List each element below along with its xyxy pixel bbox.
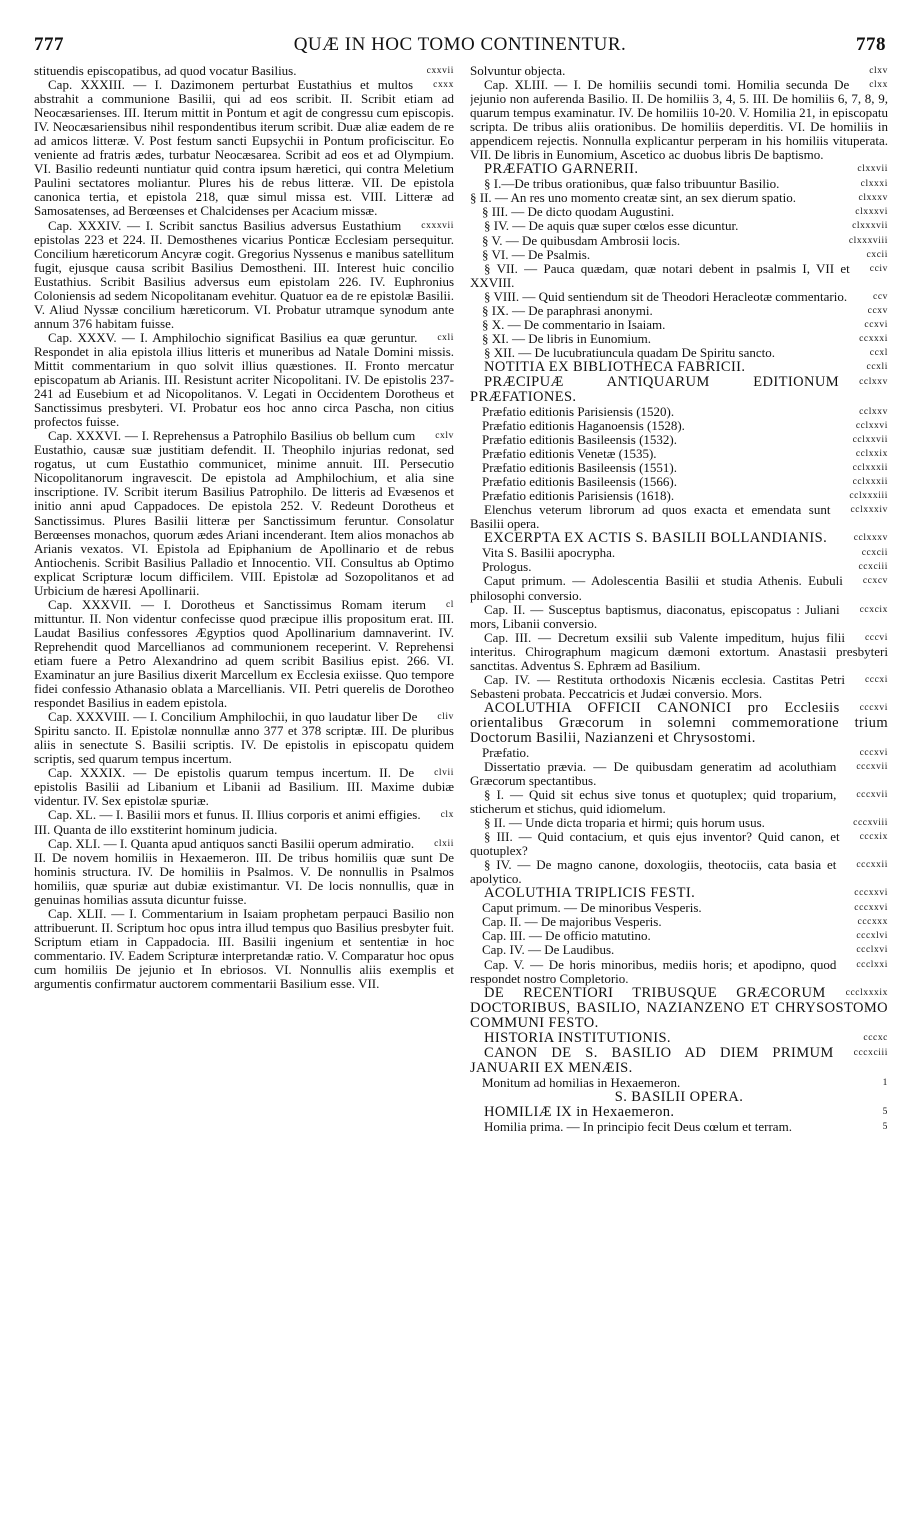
toc-paragraph	[470, 191, 888, 205]
toc-entry	[470, 419, 888, 433]
toc-entry	[470, 546, 888, 560]
folio-reference: cccxviii	[853, 818, 888, 829]
entry-text: NOTITIA EX BIBLIOTHECA FABRICII.	[484, 358, 746, 375]
toc-entry	[470, 489, 888, 503]
toc-paragraph	[34, 598, 454, 710]
section-heading	[470, 986, 888, 1031]
folio-reference: cccxix	[859, 832, 888, 843]
entry-text: § I. — Quid sit echus sive tonus et quotuplex; quid troparium, sticherum et stichus, quid idiomelum.	[470, 787, 837, 817]
section-heading	[470, 162, 888, 177]
entry-text: Cap. III. — De officio matutino.	[482, 928, 651, 944]
entry-text: § IV. — De magno canone, doxologiis, theotociis, cata basia et apolytico.	[470, 857, 837, 887]
page-header	[34, 34, 886, 56]
folio-reference: clxxxvii	[852, 221, 888, 232]
entry-text: Caput primum. — Adolescentia Basilii et studia Athenis. Eubuli philosophi conversio.	[470, 573, 843, 603]
folio-reference: cclxxxiii	[849, 491, 888, 502]
toc-entry	[470, 901, 888, 915]
entry-text: § XI. — De libris in Eunomium.	[482, 330, 651, 346]
folio-reference: clxxxvi	[855, 207, 888, 218]
toc-paragraph	[34, 78, 454, 218]
toc-paragraph	[470, 346, 888, 360]
entry-text: Præfatio editionis Basileensis (1551).	[482, 460, 677, 476]
entry-text: PRÆCIPUÆ ANTIQUARUM EDITIONUM PRÆFATIONES.	[470, 373, 840, 405]
toc-paragraph	[34, 219, 454, 331]
section-heading	[470, 1031, 888, 1046]
entry-text: Caput primum. — De minoribus Vesperis.	[482, 900, 702, 916]
entry-text: § V. — De quibusdam Ambrosii locis.	[482, 232, 681, 248]
entry-text: Cap. III. — Decretum exsilii sub Valente impeditum, hujus filii interitus. Chirographum magicum dæmoni extortum. Anastasii presbyteri sanctitas. Adventus S. Ephræm ad Basilium.	[470, 629, 888, 673]
folio-reference: ccxcv	[862, 576, 888, 587]
folio-reference: ccv	[873, 291, 888, 302]
entry-text: Præfatio editionis Parisiensis (1618).	[482, 488, 675, 504]
folio-reference: cccxc	[863, 1032, 888, 1043]
folio-reference: cccxxvi	[854, 888, 888, 899]
entry-text: Cap. XXXVIII. — I. Concilium Amphilochii, in quo laudatur liber De Spiritu sancto. II. Epistolæ nonnullæ anno 377 et 378 scriptæ. III. De pluribus aliis in senectute S. Basilii scriptis. IV. De epistolis in episcopatu quidem scriptis, sed quarum tempus incertum.	[34, 709, 454, 767]
toc-paragraph	[470, 760, 888, 788]
toc-entry	[470, 433, 888, 447]
entry-text: DE RECENTIORI TRIBUSQUE GRÆCORUM DOCTORIBUS, BASILIO, NAZIANZENO ET CHRYSOSTOMO COMMUNI FESTO.	[470, 984, 888, 1031]
toc-paragraph	[470, 858, 888, 886]
entry-text: § VI. — De Psalmis.	[482, 246, 591, 262]
folio-reference: ccclxvi	[856, 945, 888, 956]
folio-reference: clx	[440, 810, 454, 821]
entry-text: Cap. XLII. — I. Commentarium in Isaiam prophetam perpauci Basilio non attribuerunt. II. Scriptum hoc opus intra illud tempus quo Basilius presbyter fuit. Scriptum etiam in Cappadocia. III. Basilii ingenium et sententiæ in hoc commentario. IV. Eadem Scripturæ interpretandæ ratio. V. Comparatur hoc opus cum homiliis De jejunio et In ebriosos. VI. Nonnullis aliis exemplis et argumentis confirmatur auctorem commentarii Basilium esse. VII.	[34, 905, 454, 992]
folio-reference: cxli	[437, 332, 454, 343]
entry-text: Præfatio editionis Basileensis (1566).	[482, 474, 677, 490]
folio-reference: cclxxvi	[855, 420, 888, 431]
toc-paragraph	[470, 177, 888, 191]
entry-text: Præfatio editionis Parisiensis (1520).	[482, 403, 675, 419]
entry-text: Cap. II. — Susceptus baptismus, diaconatus, episcopatus : Juliani mors, Libanii conversio.	[470, 601, 840, 631]
entry-text: § IV. — De aquis quæ super cœlos esse dicuntur.	[484, 218, 739, 234]
folio-reference: ccxciii	[858, 562, 888, 573]
entry-text: Cap. XLI. — I. Quanta apud antiquos sancti Basilii operum admiratio. II. De novem homiliis in Hexaemeron. III. De tribus homiliis quæ sunt De hominis structura. IV. De homiliis in Psalmos. V. De nonnullis in Psalmos homiliis, quæ spuriæ aut dubiæ existimantur. VI. De locis nonnullis, quæ in genuinas homilias assuta dicuntur fuisse.	[34, 835, 454, 907]
entry-text: EXCERPTA EX ACTIS S. BASILII BOLLANDIANIS.	[484, 530, 828, 547]
folio-reference: cciv	[869, 263, 888, 274]
entry-text: S. BASILII OPERA.	[614, 1088, 744, 1105]
entry-text: § VII. — Pauca quædam, quæ notari debent in psalmis I, VII et XXVIII.	[470, 260, 850, 290]
folio-reference: cccxciii	[853, 1047, 888, 1058]
folio-reference: cl	[445, 599, 454, 610]
toc-paragraph	[470, 673, 888, 701]
entry-text: CANON DE S. BASILIO AD DIEM PRIMUM JANUARII EX MENÆIS.	[470, 1044, 834, 1076]
toc-paragraph	[34, 331, 454, 429]
entry-text: HOMILIÆ IX in Hexaemeron.	[484, 1103, 675, 1120]
folio-reference: ccxl	[869, 347, 888, 358]
toc-paragraph	[470, 290, 888, 304]
folio-reference: cxlv	[435, 431, 454, 442]
entry-text: § II. — Unde dicta troparia et hirmi; quis horum usus.	[484, 815, 765, 831]
section-heading	[470, 360, 888, 375]
toc-entry	[470, 234, 888, 248]
entry-text: § IX. — De paraphrasi anonymi.	[482, 302, 653, 318]
entry-text: Monitum ad homilias in Hexaemeron.	[482, 1074, 681, 1090]
toc-entry	[470, 205, 888, 219]
section-heading	[470, 1046, 888, 1076]
toc-paragraph	[470, 503, 888, 531]
toc-paragraph	[470, 219, 888, 233]
folio-reference: cccxvi	[859, 747, 888, 758]
entry-text: § III. — Quid contacium, et quis ejus inventor? Quid canon, et quotuplex?	[470, 829, 840, 859]
folio-reference: ccxxxi	[859, 333, 888, 344]
toc-entry	[470, 447, 888, 461]
entry-text: Cap. XLIII. — I. De homiliis secundi tomi. Homilia secunda De jejunio non auferenda Basilio. II. De homiliis 3, 4, 5. III. De homiliis 6, 7, 8, 9, quarum tempus examinatur. IV. De homiliis 10-20. V. Homilia 21, in episcopatu scripta. De tribus aliis orationibus. De homiliis deperditis. VI. De homiliis in appendicem rejectis. Nonnulla explicantur perperam in his homiliis vituperata. VII. De libris in Eunomium, Ascetico ac duobus libris De baptismo.	[470, 77, 888, 163]
toc-entry	[470, 1076, 888, 1090]
folio-reference: ccxcix	[859, 604, 888, 615]
entry-text: ACOLUTHIA TRIPLICIS FESTI.	[484, 885, 696, 902]
folio-reference: cclxxxii	[852, 477, 888, 488]
toc-paragraph	[470, 958, 888, 986]
entry-text: Dissertatio prævia. — De quibusdam generatim ad acoluthiam Græcorum spectantibus.	[470, 758, 837, 788]
left-column	[34, 64, 454, 1524]
toc-paragraph	[34, 907, 454, 991]
folio-reference: cliv	[437, 712, 454, 723]
toc-paragraph	[470, 631, 888, 673]
folio-reference: cxxvii	[426, 66, 454, 76]
folio-reference: clxxxi	[860, 179, 888, 190]
folio-reference: cclxxxv	[853, 533, 888, 544]
toc-entry	[470, 560, 888, 574]
entry-text: Solvuntur objecta.	[470, 64, 566, 78]
section-heading	[470, 375, 888, 405]
page-number-right: 778	[856, 34, 886, 55]
folio-reference: cccxvi	[859, 702, 888, 713]
folio-reference: cclxxix	[855, 449, 888, 460]
toc-paragraph	[34, 808, 454, 836]
toc-entry	[470, 746, 888, 760]
folio-reference: cccvi	[864, 632, 888, 643]
toc-paragraph	[34, 429, 454, 598]
folio-reference: ccxv	[867, 305, 888, 316]
toc-paragraph	[470, 78, 888, 162]
entry-text: Cap. IV. — De Laudibus.	[482, 942, 615, 958]
folio-reference: cccxi	[864, 674, 888, 685]
folio-reference: clxxxviii	[848, 235, 888, 246]
folio-reference: cccxxvi	[854, 903, 888, 914]
folio-reference: cccxlvi	[856, 931, 888, 942]
entry-text: Prologus.	[482, 559, 532, 575]
toc-paragraph	[470, 262, 888, 290]
folio-reference: cclxxv	[859, 406, 888, 417]
folio-reference: ccxvi	[864, 319, 888, 330]
entry-text: Cap. II. — De majoribus Vesperis.	[482, 914, 662, 930]
toc-entry	[470, 318, 888, 332]
entry-text: Homilia prima. — In principio fecit Deus cœlum et terram.	[484, 1118, 792, 1134]
folio-reference: cclxxxiv	[850, 505, 888, 516]
entry-text: Præfatio.	[482, 744, 530, 760]
folio-reference: cccxxii	[856, 860, 888, 871]
toc-entry	[470, 304, 888, 318]
entry-text: Cap. XXXIX. — De epistolis quarum tempus incertum. II. De epistolis Basilii ad Libanium et Libanii ad Basilium. III. Maxime dubiæ videntur. IV. Sex epistolæ spuriæ.	[34, 765, 454, 809]
entry-text: Elenchus veterum librorum ad quos exacta et emendata sunt Basilii opera.	[470, 502, 831, 532]
folio-reference: cccxxx	[857, 917, 888, 928]
toc-paragraph	[470, 1120, 888, 1134]
folio-reference: ccxli	[866, 361, 888, 372]
folio-reference: ccxcii	[861, 548, 888, 559]
entry-text: § III. — De dicto quodam Augustini.	[482, 204, 675, 220]
entry-text: HISTORIA INSTITUTIONIS.	[484, 1029, 671, 1046]
toc-paragraph	[470, 788, 888, 816]
folio-reference: 5	[882, 1121, 888, 1132]
entry-text: Cap. XL. — I. Basilii mors et funus. II. Illius corporis et animi effigies. III. Quanta de illo exstiterint hominum judicia.	[34, 807, 421, 837]
toc-paragraph	[34, 766, 454, 808]
entry-text: Cap. XXXIII. — I. Dazimonem perturbat Eustathius et multos abstrahit a communione Basilii, qui ad eos scribit. II. Scribit etiam ad Neocæsarienses. III. Iterum mittit in Pontum et agit de congressu cum episcopis. IV. Neocæsariensibus nihil respondentibus iterum scribit. Duæ aliæ eadem de re ad amicos litteræ. V. Post festum sancti Eupsychii in Pontum proficiscitur. Eo veniente ad fratris ædes, turbatur Neocæsarea. Scribit ad eos et ad Olympium. VI. Basilio redeunti nuntiatur quid contra ipsum hæretici, qui contra Meletium Paulini sectatores moliantur. Plures his de rebus litteræ. VII. De epistola canonica tertia, et epistola 218, quæ simul missa est. VIII. Litteræ ad Samosatenses, ad Berœenses et Chalcidenses per Acacium missæ.	[34, 77, 454, 219]
folio-reference: clxii	[434, 838, 454, 849]
folio-reference: cxxx	[433, 80, 454, 91]
toc-entry	[470, 475, 888, 489]
right-column	[470, 64, 888, 1524]
toc-paragraph	[470, 574, 888, 602]
folio-reference: 1	[882, 1077, 888, 1088]
folio-reference: cccxvii	[856, 761, 888, 772]
toc-entry	[470, 332, 888, 346]
entry-text: Præfatio editionis Venetæ (1535).	[482, 446, 657, 462]
toc-entry	[470, 405, 888, 419]
entry-text: Cap. XXXVI. — I. Reprehensus a Patrophilo Basilius ob bellum cum Eustathio, causæ suæ justitiam defendit. II. Theophilo injurias redonat, sed rogatus, ut cum Eustathio communicet, minime annuit. III. Persecutio Nicopolitanorum ingravescit. De epistola ad Amphilochium, et alia sine inscriptione. IV. Scribit iterum Basilius Patrophilo. De litteris ad Evæsenos et initio anni apud Cappadoces. De epistola 252. V. Redeunt Dorotheus et Sanctissimus. Plures Basilii litteræ per Sanctissimum feruntur. Consolatur Berœenses monachos, quorum ædes Ariani incenderant. Item alios monachos ab Arianis vexatos. VI. Epistola ad Epiphanium de Apollinario et de rebus Antiochenis. Scribit Basilius Palladio et Innocentio. VII. Consultus ab Optimo explicat Scripturæ locum difficilem. VIII. Epistolæ ad Sozopolitanos et ad Urbicium de hæresi Apollinarii.	[34, 428, 454, 598]
entry-text: § I.—De tribus orationibus, quæ falso tribuuntur Basilio.	[484, 176, 780, 192]
folio-reference: ccclxxi	[856, 959, 888, 970]
section-heading	[470, 531, 888, 546]
section-heading	[470, 1105, 888, 1120]
entry-text: Cap. XXXV. — I. Amphilochio significat Basilius ea quæ geruntur. Respondet in alia epistola illius litteris et muneribus ad Natale Domini missis. Mittit commentarium in quo solvit illius quæstiones. II. Fronto mercatur episcopatum ab Arianis. III. Resistunt acriter Nicopolitani. IV. De epistolis 237-241 ad Eusebium et ad Nicopolitanos. V. Legati in Occidentem Dorotheus et Sanctissimus presbyteri. VI. Probatur eos hoc anno circa Pascha, non citius profectos fuisse.	[34, 329, 454, 430]
toc-entry	[470, 915, 888, 929]
folio-reference: clvii	[434, 768, 454, 779]
folio-reference: clxv	[869, 66, 888, 76]
folio-reference: clxx	[869, 80, 888, 91]
entry-text: Vita S. Basilii apocrypha.	[482, 545, 616, 561]
entry-text: § XII. — De lucubratiuncula quadam De Spiritu sancto.	[484, 344, 775, 360]
folio-reference: cxcii	[866, 249, 888, 260]
folio-reference: cxxxvii	[421, 220, 454, 231]
running-title: QUÆ IN HOC TOMO CONTINENTUR.	[293, 34, 627, 55]
section-heading	[470, 701, 888, 746]
entry-text: Cap. XXXVII. — I. Dorotheus et Sanctissimus Romam iterum mittuntur. II. Non videntur confecisse quod præcipue illis propositum erat. III. Laudat Basilius confessores Ægyptios quod Apollinarium damnaverint. IV. Reprehendit quod Marcellianos ad communionem receperint. V. Reprehensi etiam fuere a Petro Alexandrino ad quem scribit Basilius epist. 266. VI. Examinatur an jure Basilius dixerit Marcellum ex Ecclesia exiisse. Quo tempore fidei confessio Athanasio oblata a Marcellianis. VII. Petri querelis de Dorotheo respondet Basilius in eadem epistola.	[34, 596, 454, 711]
toc-entry	[470, 461, 888, 475]
toc-entry	[470, 248, 888, 262]
page-number-left: 777	[34, 34, 64, 55]
entry-text: § VIII. — Quid sentiendum sit de Theodori Heracleotæ commentario.	[484, 288, 848, 304]
toc-paragraph	[34, 64, 454, 78]
toc-paragraph	[470, 64, 888, 78]
folio-reference: clxxvii	[857, 164, 888, 175]
entry-text: § X. — De commentario in Isaiam.	[482, 316, 666, 332]
entry-text: stituendis episcopatibus, ad quod vocatur Basilius.	[34, 64, 297, 78]
entry-text: Præfatio editionis Haganoensis (1528).	[482, 417, 685, 433]
folio-reference: ccclxxxix	[845, 987, 888, 998]
toc-paragraph	[470, 830, 888, 858]
entry-text: Cap. V. — De horis minoribus, mediis horis; et apodipno, quod respondet nostro Completorio.	[470, 956, 837, 986]
entry-text: § II. — An res uno momento creatæ sint, an sex dierum spatio.	[470, 190, 797, 206]
folio-reference: cclxxvii	[852, 435, 888, 446]
folio-reference: cccxvii	[856, 790, 888, 801]
section-heading	[470, 1090, 888, 1105]
folio-reference: cclxxxii	[852, 463, 888, 474]
folio-reference: clxxxv	[858, 193, 888, 204]
folio-reference: cclxxv	[859, 376, 888, 387]
toc-entry	[470, 943, 888, 957]
toc-entry	[470, 929, 888, 943]
entry-text: Cap. XXXIV. — I. Scribit sanctus Basilius adversus Eustathium epistolas 223 et 224. II. Demosthenes vicarius Ponticæ Ecclesiam persequitur. Concilium hæreticorum Ancyræ cogit. Gregorius Nyssenus e manibus satellitum fugit, ejusque causa scribit Basilius Demostheni. III. Interest huic concilio Eustathius. Scribit Basilius adversus eum epistolam 226. IV. Euphronius Coloniensis ad sedem Nicopolitanam evehitur. Quatuor ea de re epistolæ Basilii. V. Aliud Nyssæ concilium hæreticorum. VI. Probatur utramque synodum ante annum 376 habitam fuisse.	[34, 217, 454, 331]
section-heading	[470, 886, 888, 901]
entry-text: ACOLUTHIA OFFICII CANONICI pro Ecclesiis orientalibus Græcorum in solemni commemoratione trium Doctorum Basilii, Nazianzeni et Chrysostomi.	[470, 699, 888, 746]
toc-paragraph	[470, 816, 888, 830]
toc-paragraph	[34, 837, 454, 907]
toc-paragraph	[34, 710, 454, 766]
toc-paragraph	[470, 603, 888, 631]
entry-text: Cap. IV. — Restituta orthodoxis Nicænis ecclesia. Castitas Petri Sebasteni probata. Peccatricis et Judæi conversio. Mors.	[470, 671, 845, 701]
entry-text: PRÆFATIO GARNERII.	[484, 161, 639, 178]
folio-reference: 5	[882, 1106, 888, 1117]
entry-text: Præfatio editionis Basileensis (1532).	[482, 432, 677, 448]
